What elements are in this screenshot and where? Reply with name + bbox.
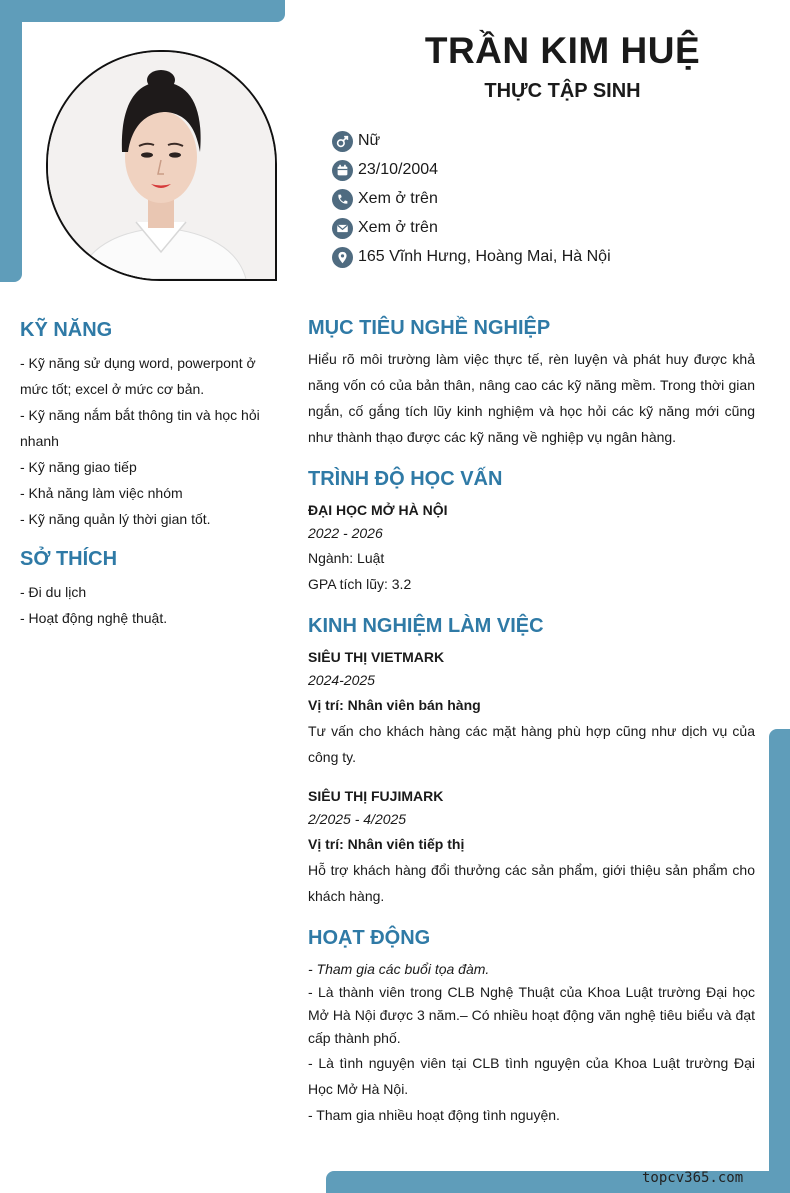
hobby-item: - Hoạt động nghệ thuật. [20, 610, 168, 626]
skill-item: - Kỹ năng quản lý thời gian tốt. [20, 511, 211, 527]
profile-photo [46, 50, 277, 281]
contact-phone-text: Xem ở trên [358, 190, 438, 207]
location-icon [332, 247, 353, 268]
portrait-illustration [48, 52, 275, 279]
activity-item: - Là tình nguyện viên tại CLB tình nguyện của Khoa Luật trường Đại Học Mở Hà Nội. [308, 1055, 755, 1097]
job-description: Tư vấn cho khách hàng các mặt hàng phù hợp cũng như dịch vụ của công ty. [308, 723, 755, 765]
skill-item: mức tốt; excel ở mức cơ bản. [20, 381, 205, 397]
job-period: 2/2025 - 4/2025 [308, 811, 407, 827]
education-major: Ngành: Luật [308, 550, 385, 566]
decor-bar-left [0, 0, 22, 282]
watermark: topcv365.com [642, 1170, 744, 1186]
education-gpa: GPA tích lũy: 3.2 [308, 576, 412, 592]
contact-email-text: Xem ở trên [358, 219, 438, 236]
hobbies-heading: SỞ THÍCH [20, 548, 118, 570]
objective-heading: MỤC TIÊU NGHỀ NGHIỆP [308, 317, 551, 339]
hobby-item: - Đi du lịch [20, 584, 87, 600]
candidate-name: TRẦN KIM HUỆ [424, 30, 701, 71]
activity-item: - Tham gia các buổi tọa đàm. [308, 961, 490, 977]
calendar-icon [332, 160, 353, 181]
objective-text: Hiểu rõ môi trường làm việc thực tế, rèn luyện và phát huy được khả năng vốn có của bản thân, nâng cao các kỹ năng mềm. Trong thời gian ngắn, cố gắng tích lũy kinh nghiệm và học hỏi các kỹ năng mới cũng như thành thạo được các kỹ năng về nghiệp vụ ngân hàng. [308, 351, 755, 445]
skill-item: - Khả năng làm việc nhóm [20, 485, 183, 501]
job-company: SIÊU THỊ FUJIMARK [308, 788, 444, 804]
education-heading: TRÌNH ĐỘ HỌC VẤN [308, 468, 503, 490]
gender-icon [332, 131, 353, 152]
activities-heading: HOẠT ĐỘNG [308, 927, 431, 949]
skill-item: - Kỹ năng sử dụng word, powerpont ở [20, 355, 256, 371]
skill-item: nhanh [20, 433, 59, 449]
contact-address [332, 246, 611, 268]
mail-icon [332, 218, 353, 239]
contact-email [332, 217, 438, 239]
contact-birthdate [332, 159, 438, 181]
job-position: Vị trí: Nhân viên tiếp thị [308, 836, 465, 852]
education-period: 2022 - 2026 [308, 525, 383, 541]
contact-phone [332, 188, 438, 210]
skill-item: - Kỹ năng nắm bắt thông tin và học hỏi [20, 407, 260, 423]
phone-icon [332, 189, 353, 210]
skill-item: - Kỹ năng giao tiếp [20, 459, 137, 475]
decor-bar-top [0, 0, 285, 22]
contact-gender-text: Nữ [358, 132, 381, 149]
experience-heading: KINH NGHIỆM LÀM VIỆC [308, 615, 544, 637]
job-period: 2024-2025 [308, 672, 375, 688]
contact-birthdate-text: 23/10/2004 [358, 161, 439, 178]
job-description: Hỗ trợ khách hàng đổi thưởng các sản phẩm, giới thiệu sản phẩm cho khách hàng. [308, 862, 755, 904]
activity-item: - Là thành viên trong CLB Nghệ Thuật của Khoa Luật trường Đại học Mở Hà Nội được 3 năm.– Có nhiều hoạt động văn nghệ tiêu biểu và đạt cấp thành phố. [308, 984, 755, 1046]
education-school: ĐẠI HỌC MỞ HÀ NỘI [308, 502, 448, 518]
job-company: SIÊU THỊ VIETMARK [308, 649, 445, 665]
contact-gender [332, 130, 380, 152]
candidate-role: THỰC TẬP SINH [484, 80, 641, 102]
decor-bar-right [769, 729, 790, 1193]
skills-heading: KỸ NĂNG [20, 319, 113, 341]
contact-address-text: 165 Vĩnh Hưng, Hoàng Mai, Hà Nội [358, 248, 611, 265]
job-position: Vị trí: Nhân viên bán hàng [308, 697, 481, 713]
activity-item: - Tham gia nhiều hoạt động tình nguyện. [308, 1107, 560, 1123]
